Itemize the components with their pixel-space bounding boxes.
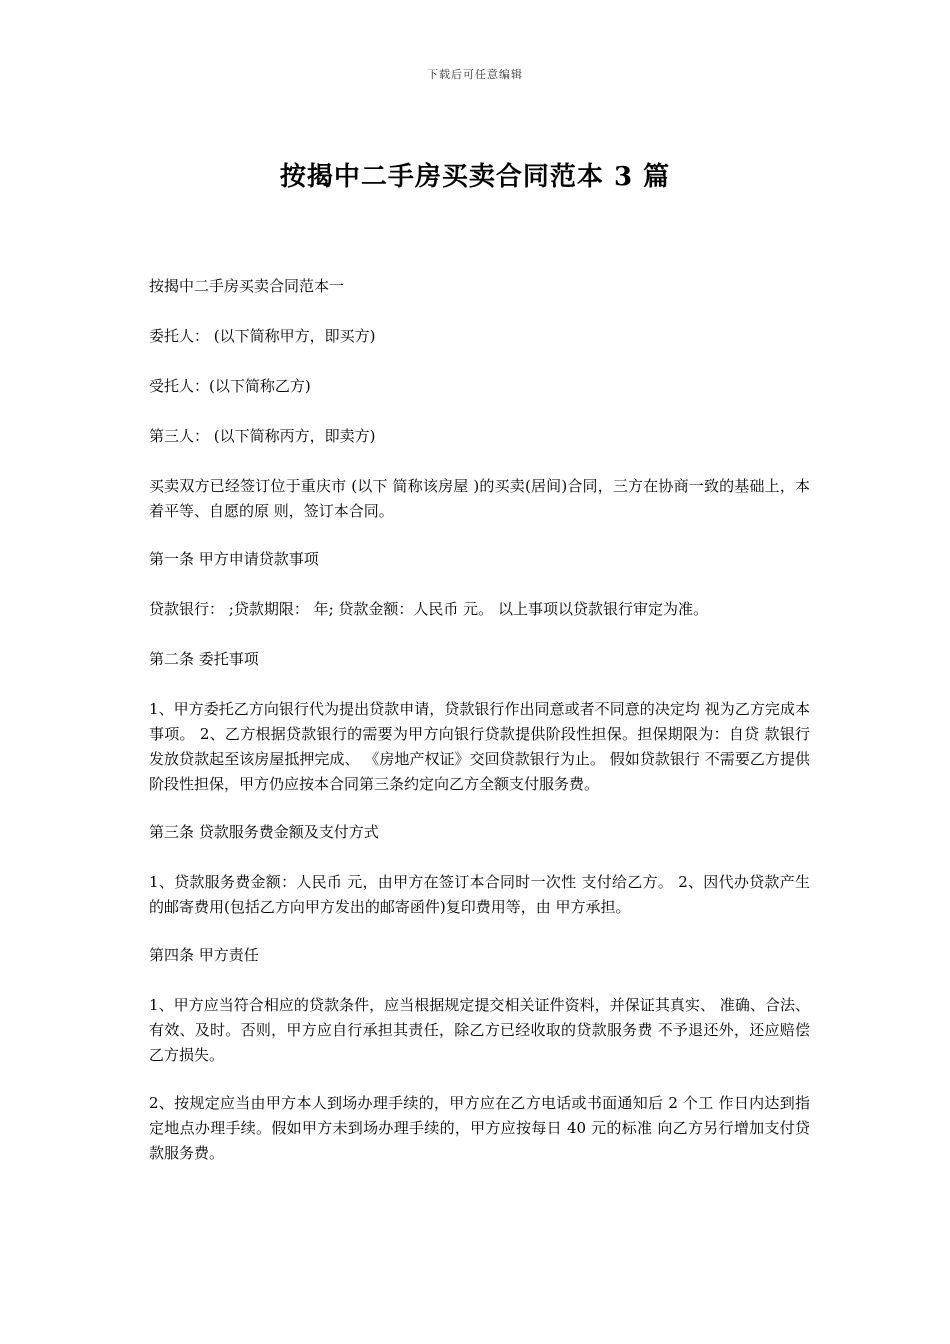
article-1-heading: 第一条 甲方申请贷款事项: [149, 550, 319, 568]
article-4-clause-2: 2、按规定应当由甲方本人到场办理手续的，甲方应在乙方电话或书面通知后 2 个工 作日内达到指定地点办理手续。假如甲方未到场办理手续的，甲方应按每日 40 元的标准 向乙方另行增加支付贷款服务费。: [149, 1094, 810, 1162]
article-2-heading: 第二条 委托事项: [149, 650, 259, 668]
article-4-clause-1: 1、甲方应当符合相应的贷款条件，应当根据规定提交相关证件资料，并保证其真实、 准确、合法、有效、及时。否则，甲方应自行承担其责任，除乙方已经收取的贷款服务费 不予退还外，还应赔偿乙方损失。: [149, 996, 810, 1064]
preamble-paragraph: 买卖双方已经签订位于重庆市 (以下 简称该房屋 )的买卖(居间)合同，三方在协商一致的基础上，本着平等、自愿的原 则，签订本合同。: [149, 477, 810, 520]
article-3-body: 1、贷款服务费金额：人民币 元，由甲方在签订本合同时一次性 支付给乙方。 2、因代办贷款产生的邮寄费用(包括乙方向甲方发出的邮寄函件)复印费用等，由 甲方承担。: [149, 873, 810, 916]
article-2-body: 1、甲方委托乙方向银行代为提出贷款申请，贷款银行作出同意或者不同意的决定均 视为乙方完成本事项。 2、乙方根据贷款银行的需要为甲方向银行贷款提供阶段性担保。担保期限为：自贷 款银行发放贷款起至该房屋抵押完成、 《房地产权证》交回贷款银行为止。 假如贷款银行 不需要乙方提供阶段性担保，甲方仍应按本合同第三条约定向乙方全额支付服务费。: [149, 700, 810, 793]
article-3-heading: 第三条 贷款服务费金额及支付方式: [149, 823, 379, 841]
article-1-body: 贷款银行： ;贷款期限： 年; 贷款金额：人民币 元。 以上事项以贷款银行审定为准。: [149, 600, 708, 618]
page-header-note: 下载后可任意编辑: [427, 68, 523, 81]
document-body: [145, 274, 810, 1189]
document-title: 按揭中二手房买卖合同范本 3 篇: [279, 162, 671, 192]
party-third: 第三人： (以下简称丙方，即卖方): [149, 427, 376, 445]
party-delegator: 委托人： (以下简称甲方，即买方): [149, 327, 376, 345]
article-4-heading: 第四条 甲方责任: [149, 946, 259, 964]
section-heading: 按揭中二手房买卖合同范本一: [149, 277, 345, 295]
party-agent: 受托人：(以下简称乙方): [149, 377, 311, 395]
